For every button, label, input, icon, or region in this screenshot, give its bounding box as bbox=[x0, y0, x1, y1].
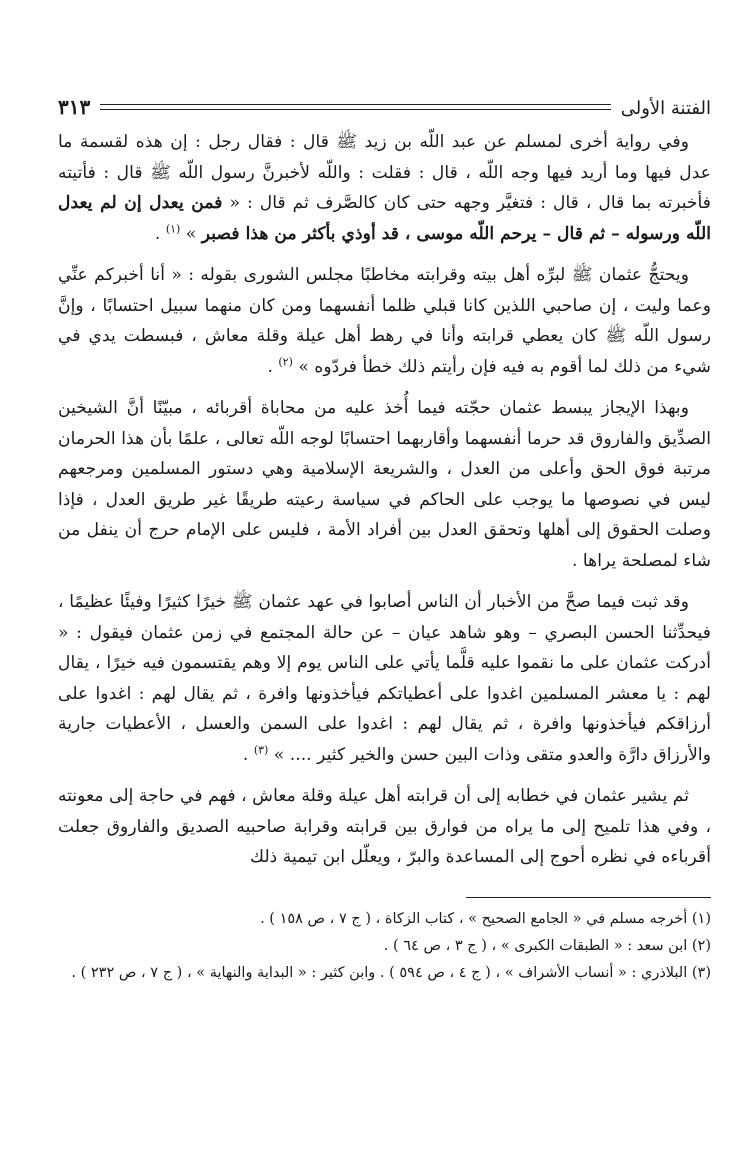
footnote-separator bbox=[466, 897, 711, 898]
footnote-ref-3[interactable]: (٣) bbox=[253, 742, 269, 756]
chapter-title: الفتنة الأولى bbox=[620, 98, 711, 119]
paragraph-5-text: ثم يشير عثمان في خطابه إلى أن قرابته أهل عيلة وقلة معاش ، فهم في حاجة إلى معونته ، وفي هذا تلميح إلى ما يراه من فوارق بين قرابته وقرابة صاحبيه الصديق والفاروق جعلت أقرباءه في نظره أحوج إلى المساعدة والبرّ ، ويعلّل ابن تيمية ذلك bbox=[58, 786, 711, 867]
footnote-ref-2[interactable]: (٢) bbox=[278, 354, 293, 368]
running-header bbox=[58, 85, 711, 119]
main-text bbox=[58, 127, 711, 873]
paragraph-4-tail: . bbox=[242, 744, 254, 765]
book-page bbox=[58, 85, 711, 987]
paragraph-4 bbox=[58, 587, 711, 770]
paragraph-5 bbox=[58, 781, 711, 873]
paragraph-2 bbox=[58, 260, 711, 382]
paragraph-4-text: وقد ثبت فيما صحَّ من الأخبار أن الناس أصابوا في عهد عثمان ﷺ خيرًا كثيرًا وفيئًا عظيمًا ، فيحدِّثنا الحسن البصري – وهو شاهد عيان – عن حالة المجتمع في زمن عثمان فيقول : « أدركت عثمان على ما نقموا عليه قلَّما يأتي على الناس يوم إلا وهم يقتسمون فيه خيرًا ، يقال لهم : يا معشر المسلمين اغدوا على أعطياتكم فيأخذونها وافرة ، ثم يقال لهم : اغدوا على أرزاقكم فيأخذونها وافرة ، ثم يقال لهم : اغدوا على السمن والعسل ، الأعطيات جارية والأرزاق دارَّة والعدو متقى وذات البين حسن والخير كثير .... » bbox=[58, 592, 711, 765]
paragraph-2-text: ويحتجُّ عثمان ﷺ لبرِّه أهل بيته وقرابته مخاطبًا مجلس الشورى بقوله : « أنا أخبركم عنِّي وعما وليت ، إن صاحبي اللذين كانا قبلي ظلما أنفسهما ومن كان منهما سبيل احتسابًا ، وإنَّ رسول اللّه ﷺ كان يعطي قرابته وأنا في رهط أهل عيلة وقلة معاش ، فبسطت يدي في شيء من ذلك لما أقوم به فيه فإن رأيتم ذلك خطأ فردّوه » bbox=[58, 265, 711, 377]
footnote-2: (٢) ابن سعد : « الطبقات الكبرى » ، ( ج ٣ ، ص ٦٤ ) . bbox=[383, 937, 711, 954]
paragraph-3-text: وبهذا الإيجاز يبسط عثمان حجّته فيما أُخذ عليه من محاباة أقربائه ، مبيّنًا أنَّ الشيخين الصدِّيق والفاروق قد حرما أنفسهما وأقاربهما احتسابًا لوجه اللّه تعالى ، علمًا بأن هذا الحرمان مرتبة فوق الحق وأعلى من العدل ، والشريعة الإسلامية وهي دستور المسلمين ومرجعهم ليس في نصوصها ما يوجب على الحاكم في سياسة رعيته طريقًا غير طريق العدل ، فإذا وصلت الحقوق إلى أهلها وتحقق العدل بين أفراد الأمة ، فليس على الإمام حرج أن ينفل من شاء لمصلحة يراها . bbox=[58, 398, 711, 571]
paragraph-2-tail: . bbox=[267, 356, 279, 377]
paragraph-3 bbox=[58, 393, 711, 576]
paragraph-1-text: وفي رواية أخرى لمسلم عن عبد اللّه بن زيد ﷺ قال : فقال رجل : إن هذه لقسمة ما عدل فيها وما أريد فيها وجه اللّه ، قال : فقلت : واللّه لأخبرنَّ رسول اللّه ﷺ قال : فأتيته فأخبرته بما قال ، قال : فتغيَّر وجهه حتى كان كالصَّرف ثم قال : « bbox=[58, 132, 712, 213]
paragraph-1 bbox=[58, 127, 711, 249]
paragraph-1-bold-quote: فمن يعدل إن لم يعدل اللّه ورسوله – ثم قال – يرحم اللّه موسى ، قد أوذي بأكثر من هذا فصبر bbox=[58, 193, 711, 244]
footnote-1: (١) أخرجه مسلم في « الجامع الصحيح » ، كتاب الزكاة ، ( ج ٧ ، ص ١٥٨ ) . bbox=[260, 910, 711, 927]
footnote-3: (٣) البلاذري : « أنساب الأشراف » ، ( ج ٤ ، ص ٥٩٤ ) . وابن كثير : « البداية والنهاية » ، ( ج ٧ ، ص ٢٣٢ ) . bbox=[71, 964, 711, 981]
footnote-ref-1[interactable]: (١) bbox=[165, 221, 181, 235]
header-double-rule bbox=[100, 104, 610, 110]
page-number: ٣١٣ bbox=[58, 95, 91, 119]
paragraph-1-tail: . bbox=[154, 223, 166, 244]
paragraph-1-quote-close: » bbox=[180, 223, 202, 244]
footnotes bbox=[58, 906, 711, 987]
